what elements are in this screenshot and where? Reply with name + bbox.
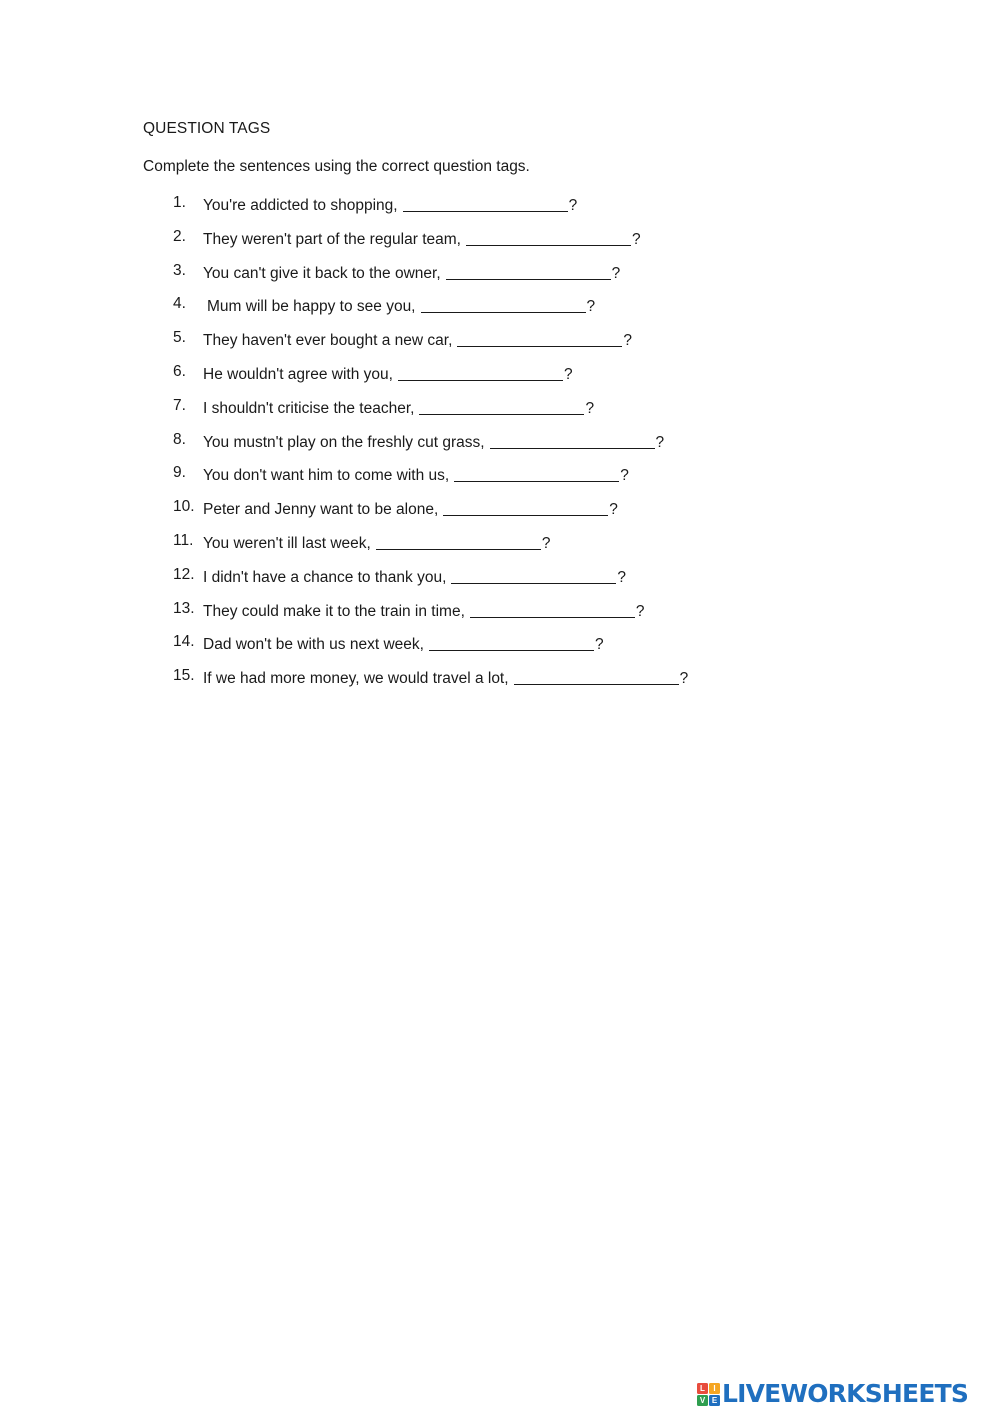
question-mark: ? (609, 501, 618, 519)
answer-blank[interactable] (514, 669, 679, 685)
question-number: 2. (173, 227, 186, 245)
question-text-line (203, 667, 688, 688)
question-number: 4. (173, 295, 186, 313)
question-text-line (203, 228, 641, 249)
question-mark: ? (655, 433, 665, 451)
question-text-line (203, 397, 594, 418)
question-mark: ? (679, 670, 689, 688)
question-mark: ? (631, 230, 641, 248)
answer-blank[interactable] (446, 264, 611, 280)
question-text: You're addicted to shopping, (203, 197, 398, 214)
question-number: 1. (173, 194, 186, 211)
question-text-line (203, 600, 645, 621)
answer-blank[interactable] (419, 399, 584, 415)
answer-blank[interactable] (470, 602, 635, 618)
question-mark: ? (568, 197, 578, 214)
question-text-line (203, 633, 604, 654)
question-text-line (203, 464, 629, 485)
question-mark: ? (617, 568, 627, 586)
question-text: You don't want him to come with us, (203, 467, 450, 485)
question-text: You can't give it back to the owner, (203, 264, 441, 282)
question-number: 6. (173, 362, 186, 380)
question-mark: ? (563, 365, 573, 383)
question-text: They could make it to the train in time, (203, 602, 465, 620)
answer-blank[interactable] (429, 635, 594, 651)
answer-blank[interactable] (403, 196, 568, 212)
logo-tile-e: E (709, 1395, 720, 1406)
question-text-line (203, 498, 618, 519)
question-text: Dad won't be with us next week, (203, 636, 424, 654)
question-text: You mustn't play on the freshly cut grass, (203, 433, 485, 451)
answer-blank[interactable] (457, 331, 622, 347)
question-text: He wouldn't agree with you, (203, 365, 393, 383)
liveworksheets-logo-icon (697, 1383, 720, 1406)
question-text: Peter and Jenny want to be alone, (203, 501, 439, 519)
answer-blank[interactable] (466, 230, 631, 246)
answer-blank[interactable] (376, 534, 541, 550)
question-mark: ? (635, 602, 645, 620)
logo-tile-l: L (697, 1383, 708, 1394)
question-number: 15. (173, 667, 195, 685)
liveworksheets-logo (697, 1377, 968, 1411)
question-text: If we had more money, we would travel a lot, (203, 670, 509, 688)
answer-blank[interactable] (398, 365, 563, 381)
answer-blank[interactable] (443, 500, 608, 516)
question-mark: ? (611, 264, 621, 282)
answer-blank[interactable] (421, 297, 586, 313)
question-number: 13. (173, 599, 195, 617)
logo-tile-i: I (709, 1383, 720, 1394)
question-mark: ? (586, 298, 596, 316)
question-text-line (203, 566, 626, 587)
logo-wordmark: LIVEWORKSHEETS (722, 1379, 969, 1408)
question-number: 12. (173, 565, 195, 583)
logo-tile-v: V (697, 1395, 708, 1406)
question-number: 8. (173, 430, 186, 448)
question-text-line (203, 329, 632, 350)
question-text: Mum will be happy to see you, (207, 298, 416, 316)
worksheet-title: QUESTION TAGS (143, 120, 271, 137)
question-mark: ? (623, 332, 633, 350)
question-number: 10. (173, 498, 195, 516)
answer-blank[interactable] (451, 568, 616, 584)
question-text: They haven't ever bought a new car, (203, 332, 453, 350)
question-text: I shouldn't criticise the teacher, (203, 399, 415, 417)
question-number: 7. (173, 396, 186, 414)
answer-blank[interactable] (490, 433, 655, 449)
question-text-line (203, 262, 620, 283)
question-text-line (203, 431, 664, 452)
question-mark: ? (620, 467, 629, 485)
question-number: 5. (173, 329, 186, 347)
question-text-line (207, 295, 595, 316)
question-mark: ? (594, 636, 604, 654)
worksheet-instructions: Complete the sentences using the correct question tags. (143, 158, 530, 175)
question-number: 9. (173, 464, 186, 482)
question-number: 3. (173, 261, 186, 279)
question-text: They weren't part of the regular team, (203, 230, 461, 248)
question-text: You weren't ill last week, (203, 534, 371, 552)
question-text-line (203, 194, 577, 215)
question-text: I didn't have a chance to thank you, (203, 568, 447, 586)
question-text-line (203, 363, 573, 384)
answer-blank[interactable] (454, 466, 619, 482)
question-number: 14. (173, 633, 195, 651)
question-mark: ? (585, 399, 595, 417)
question-mark: ? (541, 534, 551, 552)
question-text-line (203, 532, 550, 553)
question-number: 11. (173, 531, 194, 549)
